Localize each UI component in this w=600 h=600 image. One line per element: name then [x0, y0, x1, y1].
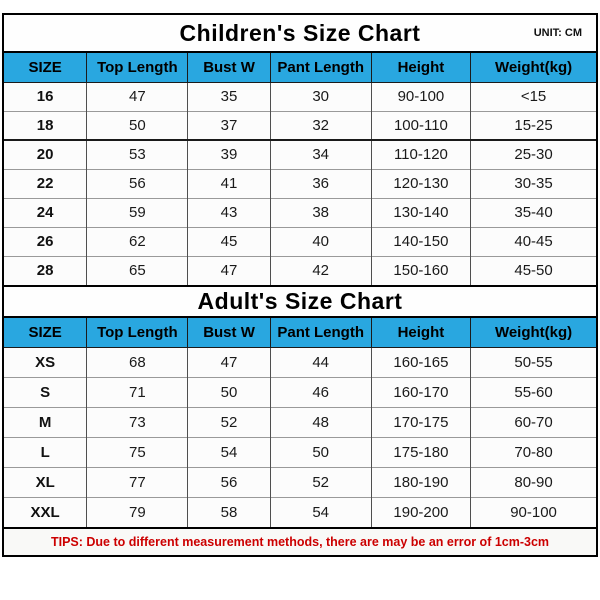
value-cell: 50-55	[471, 347, 596, 377]
value-cell: 75	[87, 437, 188, 467]
value-cell: 90-100	[471, 497, 596, 527]
value-cell: 45-50	[471, 256, 596, 285]
value-cell: 35	[188, 82, 270, 111]
size-cell: 20	[4, 140, 87, 169]
adult-header-row	[4, 318, 596, 347]
size-chart-sheet	[2, 13, 598, 557]
value-cell: 50	[87, 111, 188, 140]
column-header-height: Height	[371, 318, 470, 347]
size-cell: 24	[4, 198, 87, 227]
tips-text: TIPS: Due to different measurement methods, there are may be an error of 1cm-3cm	[50, 535, 550, 549]
value-cell: 45	[188, 227, 270, 256]
table-row	[4, 497, 596, 527]
column-header-bust-w: Bust W	[188, 318, 270, 347]
value-cell: 43	[188, 198, 270, 227]
adult-chart-title: Adult's Size Chart	[197, 288, 403, 314]
column-header-top-length: Top Length	[87, 318, 188, 347]
value-cell: 37	[188, 111, 270, 140]
column-header-weight: Weight(kg)	[471, 318, 596, 347]
value-cell: 52	[270, 467, 371, 497]
column-header-top-length: Top Length	[87, 53, 188, 82]
table-row	[4, 169, 596, 198]
value-cell: 90-100	[371, 82, 470, 111]
value-cell: 32	[270, 111, 371, 140]
column-header-pant-length: Pant Length	[270, 318, 371, 347]
column-header-height: Height	[371, 53, 470, 82]
value-cell: 41	[188, 169, 270, 198]
value-cell: 47	[188, 347, 270, 377]
adult-table-body	[4, 347, 596, 527]
size-cell: 16	[4, 82, 87, 111]
size-cell: L	[4, 437, 87, 467]
table-row	[4, 437, 596, 467]
value-cell: 62	[87, 227, 188, 256]
value-cell: 77	[87, 467, 188, 497]
children-table-body	[4, 82, 596, 285]
value-cell: 50	[188, 377, 270, 407]
value-cell: 35-40	[471, 198, 596, 227]
table-row	[4, 407, 596, 437]
tips-bar	[4, 527, 596, 555]
value-cell: 120-130	[371, 169, 470, 198]
value-cell: 47	[188, 256, 270, 285]
value-cell: 39	[188, 140, 270, 169]
size-cell: XL	[4, 467, 87, 497]
size-cell: XXL	[4, 497, 87, 527]
value-cell: 190-200	[371, 497, 470, 527]
value-cell: 71	[87, 377, 188, 407]
value-cell: 54	[188, 437, 270, 467]
value-cell: 170-175	[371, 407, 470, 437]
table-row	[4, 82, 596, 111]
size-cell: XS	[4, 347, 87, 377]
table-row	[4, 347, 596, 377]
column-header-weight: Weight(kg)	[471, 53, 596, 82]
value-cell: 160-165	[371, 347, 470, 377]
column-header-size: SIZE	[4, 53, 87, 82]
adult-chart-title-bar	[4, 285, 596, 318]
table-row	[4, 467, 596, 497]
table-row	[4, 227, 596, 256]
size-cell: 26	[4, 227, 87, 256]
children-size-table	[4, 53, 596, 285]
value-cell: <15	[471, 82, 596, 111]
value-cell: 130-140	[371, 198, 470, 227]
value-cell: 52	[188, 407, 270, 437]
value-cell: 160-170	[371, 377, 470, 407]
value-cell: 68	[87, 347, 188, 377]
value-cell: 44	[270, 347, 371, 377]
value-cell: 36	[270, 169, 371, 198]
size-cell: S	[4, 377, 87, 407]
value-cell: 48	[270, 407, 371, 437]
value-cell: 38	[270, 198, 371, 227]
value-cell: 150-160	[371, 256, 470, 285]
value-cell: 30-35	[471, 169, 596, 198]
value-cell: 46	[270, 377, 371, 407]
value-cell: 42	[270, 256, 371, 285]
size-cell: 22	[4, 169, 87, 198]
value-cell: 47	[87, 82, 188, 111]
table-row	[4, 377, 596, 407]
value-cell: 100-110	[371, 111, 470, 140]
value-cell: 25-30	[471, 140, 596, 169]
adult-size-table	[4, 318, 596, 527]
value-cell: 79	[87, 497, 188, 527]
value-cell: 15-25	[471, 111, 596, 140]
table-row	[4, 140, 596, 169]
column-header-pant-length: Pant Length	[270, 53, 371, 82]
value-cell: 40	[270, 227, 371, 256]
table-row	[4, 256, 596, 285]
value-cell: 65	[87, 256, 188, 285]
size-cell: 18	[4, 111, 87, 140]
children-chart-title-bar	[4, 15, 596, 53]
value-cell: 60-70	[471, 407, 596, 437]
value-cell: 50	[270, 437, 371, 467]
value-cell: 180-190	[371, 467, 470, 497]
value-cell: 54	[270, 497, 371, 527]
value-cell: 175-180	[371, 437, 470, 467]
value-cell: 56	[87, 169, 188, 198]
column-header-bust-w: Bust W	[188, 53, 270, 82]
value-cell: 73	[87, 407, 188, 437]
table-row	[4, 111, 596, 140]
column-header-size: SIZE	[4, 318, 87, 347]
value-cell: 58	[188, 497, 270, 527]
value-cell: 59	[87, 198, 188, 227]
children-chart-title: Children's Size Chart	[179, 19, 421, 46]
value-cell: 110-120	[371, 140, 470, 169]
children-header-row	[4, 53, 596, 82]
value-cell: 55-60	[471, 377, 596, 407]
size-cell: M	[4, 407, 87, 437]
value-cell: 80-90	[471, 467, 596, 497]
value-cell: 53	[87, 140, 188, 169]
value-cell: 34	[270, 140, 371, 169]
value-cell: 40-45	[471, 227, 596, 256]
value-cell: 56	[188, 467, 270, 497]
value-cell: 30	[270, 82, 371, 111]
table-row	[4, 198, 596, 227]
size-cell: 28	[4, 256, 87, 285]
unit-label: UNIT: CM	[533, 27, 582, 39]
value-cell: 140-150	[371, 227, 470, 256]
value-cell: 70-80	[471, 437, 596, 467]
